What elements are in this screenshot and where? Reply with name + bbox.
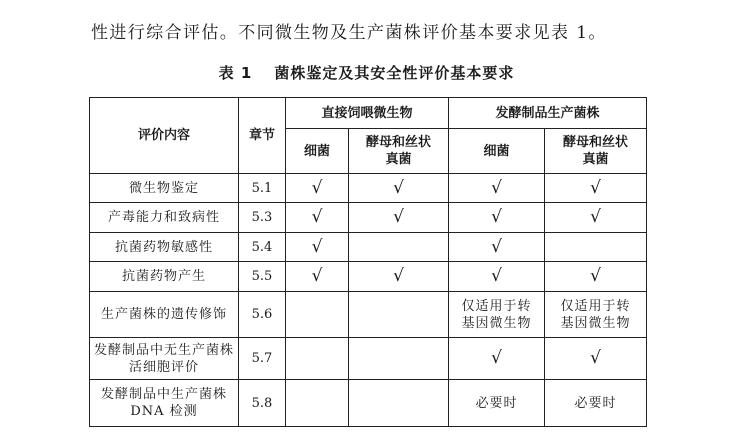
ferment-bacteria-cell: 必要时: [449, 380, 545, 427]
header-ferment-fungi: [545, 129, 647, 174]
ferment-fungi-cell: [545, 233, 647, 262]
item-cell: [90, 203, 239, 233]
ferment-fungi-cell: √: [545, 262, 647, 292]
feed-fungi-cell: [349, 380, 449, 427]
item-cell-line: 微生物鉴定: [128, 180, 199, 196]
ferment-fungi-cell: √: [545, 174, 647, 203]
feed-bacteria-cell: [286, 338, 349, 380]
header-feed-fungi-line1: 酵母和丝状: [366, 135, 432, 150]
chapter-cell: 5.8: [239, 380, 286, 427]
header-group-feed: 直接饲喂微生物: [286, 98, 449, 129]
table-caption-number: 表 1: [218, 64, 253, 82]
ferment-bacteria-cell: √: [449, 203, 545, 233]
ferment-bacteria-cell: √: [449, 262, 545, 292]
header-feed-fungi: [349, 129, 449, 174]
item-cell-line: 活细胞评价: [128, 359, 199, 375]
feed-fungi-cell: √: [349, 203, 449, 233]
header-feed-bacteria: 细菌: [286, 129, 349, 174]
chapter-cell: 5.5: [239, 262, 286, 292]
table-row: [90, 233, 647, 262]
ferment-fungi-cell: 必要时: [545, 380, 647, 427]
item-cell: [90, 380, 239, 427]
ferment-fungi-cell-line: 仅适用于转: [560, 298, 631, 314]
item-cell: [90, 174, 239, 203]
table-row: [90, 338, 647, 380]
chapter-cell: 5.1: [239, 174, 286, 203]
ferment-fungi-cell: √: [545, 338, 647, 380]
item-cell-line: 抗菌药物敏感性: [114, 239, 213, 255]
ferment-bacteria-cell: √: [449, 233, 545, 262]
item-cell: [90, 233, 239, 262]
feed-fungi-cell: [349, 292, 449, 338]
item-cell-line: 抗菌药物产生: [121, 269, 206, 284]
item-cell: [90, 292, 239, 338]
ferment-fungi-cell: [545, 292, 647, 338]
header-feed-fungi-line2: 真菌: [385, 152, 412, 167]
chapter-cell: 5.6: [239, 292, 286, 338]
ferment-bacteria-cell: √: [449, 174, 545, 203]
table-caption: [0, 62, 733, 83]
feed-fungi-cell: [349, 233, 449, 262]
feed-fungi-cell: [349, 338, 449, 380]
ferment-fungi-cell: √: [545, 203, 647, 233]
header-item: 评价内容: [90, 98, 239, 174]
feed-bacteria-cell: [286, 380, 349, 427]
item-cell-line: 发酵制品中生产菌株: [100, 387, 227, 402]
chapter-cell: 5.7: [239, 338, 286, 380]
table-row: [90, 174, 647, 203]
feed-fungi-cell: √: [349, 262, 449, 292]
item-cell: [90, 262, 239, 292]
feed-bacteria-cell: [286, 292, 349, 338]
header-group-ferment: 发酵制品生产菌株: [449, 98, 647, 129]
feed-bacteria-cell: √: [286, 233, 349, 262]
item-cell: [90, 338, 239, 380]
table-row: [90, 380, 647, 427]
chapter-cell: 5.4: [239, 233, 286, 262]
item-cell-line: 生产菌株的遗传修饰: [100, 307, 227, 322]
header-ferment-fungi-line2: 真菌: [582, 152, 609, 167]
intro-paragraph: 性进行综合评估。不同微生物及生产菌株评价基本要求见表 1。: [91, 23, 607, 43]
requirements-table: [89, 97, 647, 427]
item-cell-line: 产毒能力和致病性: [107, 210, 220, 225]
ferment-bacteria-cell: [449, 292, 545, 338]
table-caption-title: 菌株鉴定及其安全性评价基本要求: [274, 64, 515, 82]
feed-fungi-cell: √: [349, 174, 449, 203]
feed-bacteria-cell: √: [286, 174, 349, 203]
header-chapter: 章节: [239, 98, 286, 174]
ferment-bacteria-cell-line: 基因微生物: [461, 315, 532, 331]
ferment-bacteria-cell-line: 仅适用于转: [461, 298, 532, 314]
item-cell-line: DNA 检测: [130, 404, 198, 419]
feed-bacteria-cell: √: [286, 203, 349, 233]
item-cell-line: 发酵制品中无生产菌株: [93, 342, 234, 358]
ferment-fungi-cell-line: 基因微生物: [560, 315, 631, 331]
table-row: [90, 292, 647, 338]
chapter-cell: 5.3: [239, 203, 286, 233]
ferment-bacteria-cell: √: [449, 338, 545, 380]
header-ferment-bacteria: 细菌: [449, 129, 545, 174]
header-ferment-fungi-line1: 酵母和丝状: [563, 135, 629, 150]
feed-bacteria-cell: √: [286, 262, 349, 292]
table-body: [90, 174, 647, 427]
table-row: [90, 203, 647, 233]
table-row: [90, 262, 647, 292]
